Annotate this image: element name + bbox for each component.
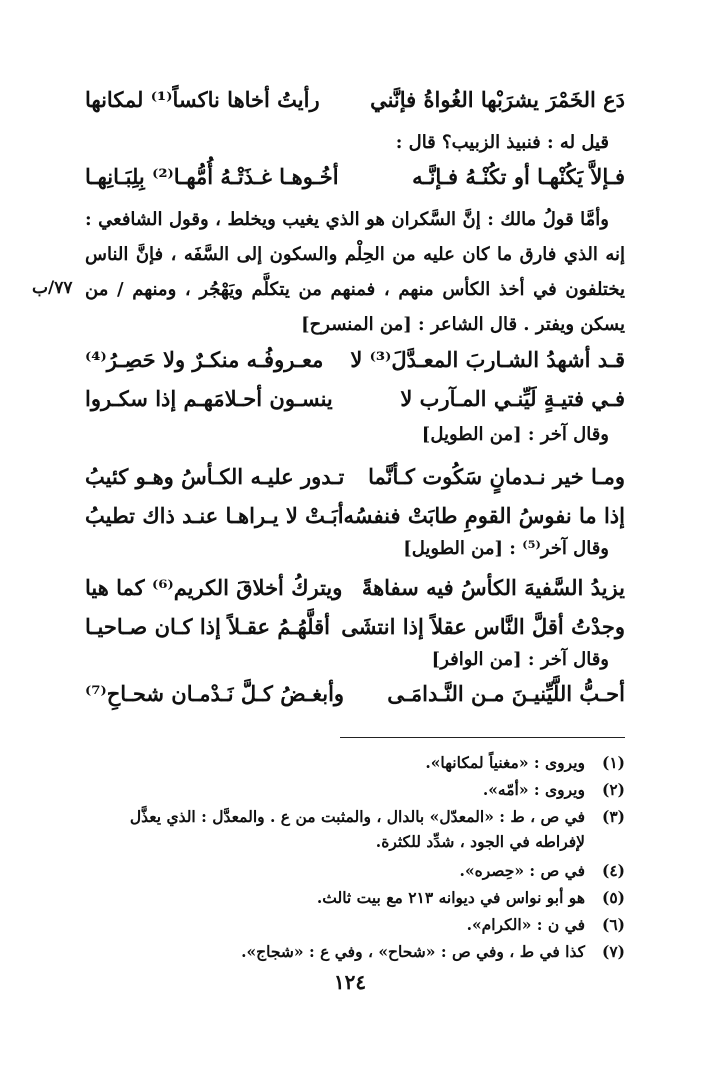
footnote	[85, 858, 625, 883]
footnote	[85, 939, 625, 964]
prose-line: وقال آخر : [من الطويل]	[421, 424, 609, 445]
verse-line	[85, 155, 625, 199]
footnote-text: في ن : «الكرام».	[466, 915, 585, 934]
footnote-text: في ص : «حِصره».	[459, 861, 585, 880]
footnote	[85, 885, 625, 910]
footnote-number: (٣)	[601, 807, 625, 826]
verse-first-hemistich: فـإلاَّ يَكُنْهـا أو تكُنْـهُ فـإنَّـه	[412, 164, 625, 189]
footnote	[85, 750, 625, 775]
verse-first-hemistich: دَع الخَمْرَ يشرَبْها الغُواةُ فإنَّني	[370, 87, 625, 112]
verse-second-hemistich: رأيتُ أخاها ناكساً⁽¹⁾ لمكانها	[85, 87, 320, 112]
footnote-text: في ص ، ط : «المعدّل» بالدال ، والمثبت من ع . والمعدَّل : الذي يعذَّل لإفراطه في الجود ، شدِّد للكثرة.	[129, 807, 585, 851]
verse-first-hemistich: وجدْتُ أقلَّ النَّاس عقلاً إذا انتشَى	[341, 614, 625, 639]
verse-line	[85, 566, 625, 610]
verse-first-hemistich: يزيدُ السَّفيهَ الكأسُ فيه سفاهةً	[361, 575, 625, 600]
prose-line: وأمَّا قولُ مالك : إنَّ السَّكران هو الذي يغيب ويخلط ، وقول الشافعي :	[85, 209, 609, 230]
verse-second-hemistich: أبَـتْ لا يـراهـا عنـد ذاك تطيبُ	[85, 503, 344, 528]
verse-first-hemistich: أحـبُّ اللَّيِّنيـنَ مـن النَّـدامَـى	[387, 681, 625, 706]
footnote-number: (٢)	[601, 780, 625, 799]
verse-line	[85, 338, 625, 382]
prose-line: إنه الذي فارق ما كان عليه من الحِلْم والسكون إلى السَّفَه ، فإنَّ الناس	[85, 244, 625, 265]
footnote-text: ويروى : «أمّه».	[482, 780, 585, 799]
footnote-divider	[340, 737, 625, 738]
footnote-number: (٦)	[601, 915, 625, 934]
verse-line	[85, 377, 625, 421]
verse-second-hemistich: معـروفُـه منكـرٌ ولا حَصِـرُ⁽⁴⁾	[85, 347, 324, 372]
verse-line	[85, 78, 625, 122]
prose-line: وقال آخر : [من الوافر]	[431, 649, 609, 670]
verse-first-hemistich: قـد أشهدُ الشـاربَ المعـدَّلَ⁽³⁾ لا	[350, 347, 625, 372]
footnote-number: (٤)	[601, 861, 625, 880]
footnote-text: ويروى : «مغنياً لمكانها».	[425, 753, 585, 772]
footnote	[85, 777, 625, 802]
footnote	[85, 804, 625, 856]
footnote-number: (٥)	[601, 888, 625, 907]
footnote-number: (١)	[601, 753, 625, 772]
verse-first-hemistich: ومـا خير نـدمانٍ سَكُوت كـأنَّما	[368, 464, 625, 489]
prose-line: وقال آخر⁽⁵⁾ : [من الطويل]	[403, 538, 609, 559]
prose-line: يختلفون في أخذ الكأس منهم ، فمنهم من يتكلَّم ويَهْجُر ، ومنهم / من	[85, 279, 625, 300]
verse-second-hemistich: ينسـون أحـلامَهـم إذا سكـروا	[85, 386, 333, 411]
page-number: ١٢٤	[333, 970, 367, 994]
verse-second-hemistich: وأبغـضُ كـلَّ نَـدْمـان شحـاحِ⁽⁷⁾	[85, 681, 345, 706]
footnote-text: كذا في ط ، وفي ص : «شحاح» ، وفي ع : «شجاج».	[241, 942, 585, 961]
verse-second-hemistich: أقلَّهُـمُ عقـلاً إذا كـان صـاحيـا	[85, 614, 330, 639]
verse-first-hemistich: فـي فتيـةٍ لَيِّنـي المـآرب لا	[400, 386, 625, 411]
footnote-text: هو أبو نواس في ديوانه ٢١٣ مع بيت ثالث.	[316, 888, 585, 907]
prose-line: قيل له : فنبيذ الزبيب؟ قال :	[395, 132, 609, 153]
verse-line	[85, 455, 625, 499]
footnote-number: (٧)	[601, 942, 625, 961]
verse-line	[85, 672, 625, 716]
folio-margin-note: ٧٧/ب	[32, 278, 73, 298]
prose-line: يسكن ويفتر . قال الشاعر : [من المنسرح]	[301, 314, 625, 335]
verse-first-hemistich: إذا ما نفوسُ القومِ طابَتْ فنفسُه	[343, 503, 625, 528]
verse-second-hemistich: ويتركُ أخلاقَ الكريم⁽⁶⁾ كما هيا	[85, 575, 343, 600]
verse-second-hemistich: تـدور عليـه الكـأسُ وهـو كئيبُ	[85, 464, 345, 489]
footnote	[85, 912, 625, 937]
verse-second-hemistich: أخُـوهـا غـذَتْـهُ أُمُّهـا⁽²⁾ بِلِبَـانِهـا	[85, 164, 339, 189]
